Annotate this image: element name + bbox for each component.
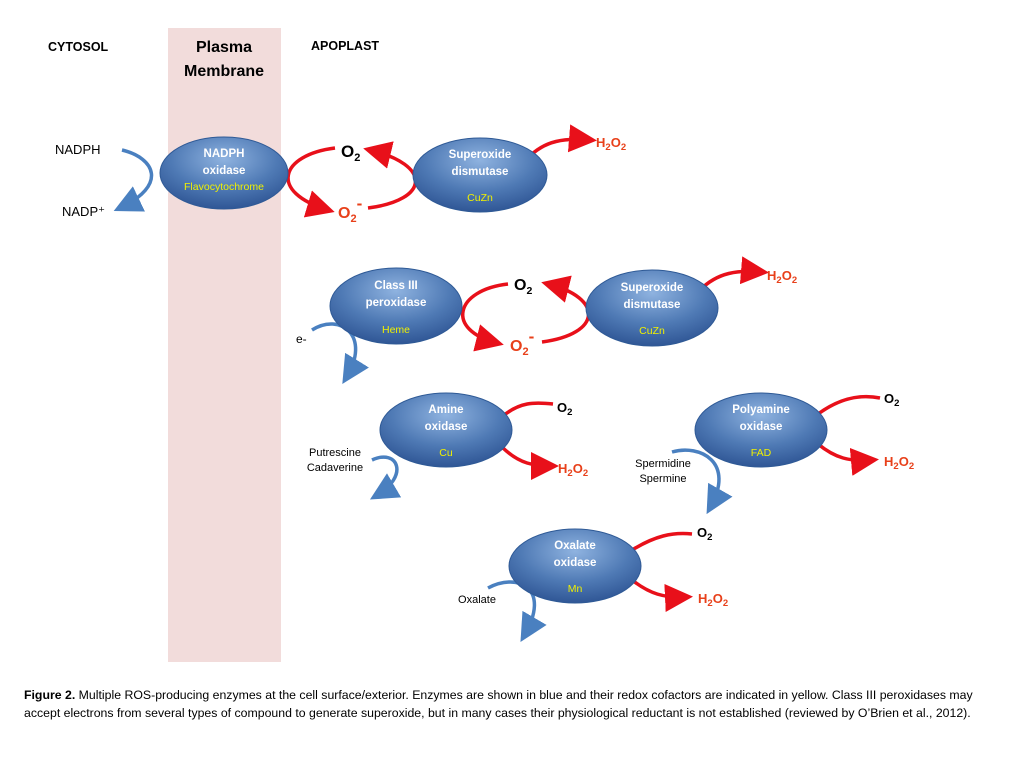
apoplast-label: APOPLAST <box>311 39 380 53</box>
superoxide-dismutase-1-enzyme <box>413 138 547 212</box>
sod2-name-line2: dismutase <box>623 299 681 311</box>
sod2-cofactor: CuZn <box>639 325 665 337</box>
h2o2-label-amine: $H_2O_2$ <box>558 461 589 479</box>
class3-cofactor: Heme <box>381 324 411 336</box>
figure-caption <box>24 686 1004 722</box>
spermidine-label: Spermidine <box>635 458 691 470</box>
plasma-membrane-band <box>168 28 281 662</box>
nadph-oxidase-enzyme <box>160 137 288 209</box>
oxalate-name-line2: oxidase <box>553 557 597 569</box>
amine-cofactor: Cu <box>439 447 453 459</box>
amine-name-line1: Amine <box>428 404 464 416</box>
h2o2-label-sod1: $H_2O_2$ <box>596 135 627 153</box>
amine-to-h2o2-arrow <box>503 448 552 466</box>
o2-label-2: $O_2$ <box>514 277 533 297</box>
oxalate-o2-curve <box>632 534 692 550</box>
polyamine-cofactor: FAD <box>750 447 772 459</box>
o2-label-oxalate: $O_2$ <box>697 525 713 543</box>
sod1-cofactor: CuZn <box>467 192 493 204</box>
superoxide-dismutase-2-enzyme <box>586 270 718 346</box>
nadph-oxidase-name-line2: oxidase <box>202 165 246 177</box>
class3-peroxidase-enzyme <box>330 268 462 344</box>
sod1-name-line2: dismutase <box>451 166 509 178</box>
sod2-name-line1: Superoxide <box>620 282 684 294</box>
o2-label-polyamine: $O_2$ <box>884 391 900 409</box>
amine-o2-curve <box>503 403 553 416</box>
electron-label: e- <box>296 332 307 346</box>
polyamine-o2-curve <box>818 397 880 414</box>
class3-name-line1: Class III <box>374 280 418 292</box>
nadph-to-nadp-arrow <box>120 150 152 208</box>
nadph-oxidase-cofactor: Flavocytochrome <box>184 181 264 193</box>
oxalate-name-line1: Oxalate <box>554 540 596 552</box>
membrane-label-line1: Plasma <box>195 39 253 56</box>
amine-name-line2: oxidase <box>424 421 468 433</box>
class3-name-line2: peroxidase <box>365 297 427 309</box>
sod1-superoxide-to-o2-arrow <box>368 150 416 208</box>
oxalate-to-h2o2-arrow <box>632 580 686 597</box>
nadp-label: NADP⁺ <box>62 204 105 219</box>
superoxide-label-2: $O_2-$ <box>510 327 535 358</box>
sod1-name-line1: Superoxide <box>448 149 512 161</box>
nadph-oxidase-name-line1: NADPH <box>203 148 245 160</box>
putrescine-label: Putrescine <box>309 447 361 459</box>
oxalate-oxidase-enzyme <box>509 529 641 603</box>
sod2-to-h2o2-arrow <box>700 271 762 290</box>
oxalate-cofactor: Mn <box>567 583 583 595</box>
cytosol-label: CYTOSOL <box>48 40 109 54</box>
oxalate-substrate-label: Oxalate <box>458 594 496 606</box>
membrane-label-line2: Membrane <box>183 63 265 80</box>
superoxide-label-1: $O_2-$ <box>338 194 363 225</box>
o2-label-amine: $O_2$ <box>557 400 573 418</box>
h2o2-label-sod2: $H_2O_2$ <box>767 268 798 286</box>
polyamine-name-line2: oxidase <box>739 421 783 433</box>
h2o2-label-polyamine: $H_2O_2$ <box>884 454 915 472</box>
spermine-label: Spermine <box>639 473 687 485</box>
sod2-superoxide-to-o2-arrow <box>542 284 589 342</box>
nadph-oxidase-o2-to-superoxide-arrow <box>288 148 335 210</box>
h2o2-label-oxalate: $H_2O_2$ <box>698 591 729 609</box>
class3-o2-to-superoxide-arrow <box>463 284 508 343</box>
figure-caption-label: Figure 2. <box>24 688 76 702</box>
polyamine-name-line1: Polyamine <box>732 404 790 416</box>
amine-substrate-arrow <box>372 457 397 496</box>
polyamine-to-h2o2-arrow <box>818 444 872 460</box>
nadph-label: NADPH <box>55 142 101 157</box>
o2-label-1: $O_2$ <box>341 142 361 164</box>
amine-oxidase-enzyme <box>380 393 512 467</box>
cadaverine-label: Cadaverine <box>306 462 364 474</box>
polyamine-oxidase-enzyme <box>695 393 827 467</box>
figure-caption-text: Multiple ROS-producing enzymes at the cell surface/exterior. Enzymes are shown in blue and their redox cofactors are indicated in yellow. Class III peroxidases may accept electrons from several types of compound to generate superoxide, but in many cases their physiological reductant is not established (reviewed by O’Brien et al., 2012). <box>24 688 973 720</box>
